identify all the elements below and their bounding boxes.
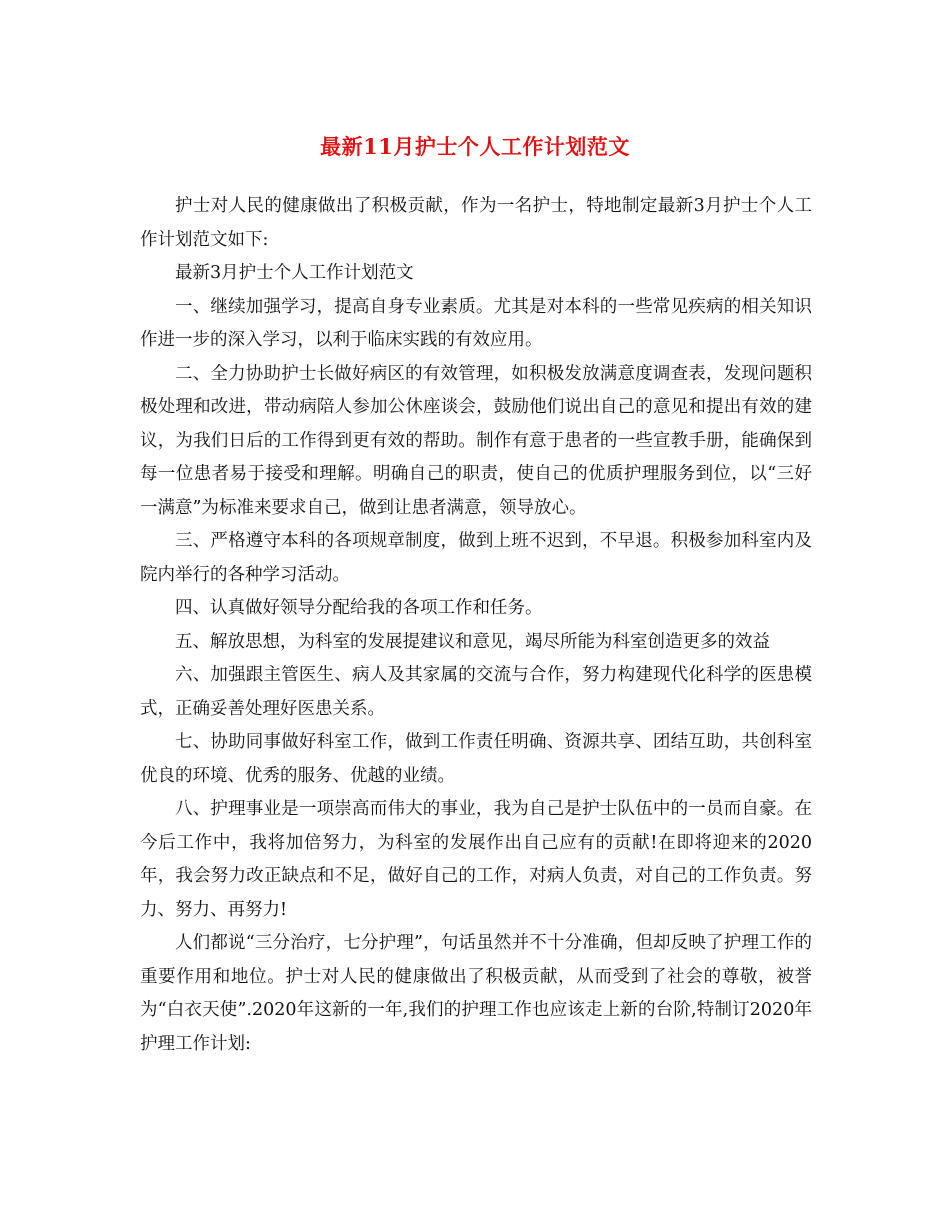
paragraph-item-6: 六、加强跟主管医生、病人及其家属的交流与合作，努力构建现代化科学的医患模式，正确妥善处理好医患关系。 xyxy=(140,665,812,719)
document-title: 最新11月护士个人工作计划范文 xyxy=(320,134,630,160)
paragraph-item-8: 八、护理事业是一项崇高而伟大的事业，我为自己是护士队伍中的一员而自豪。在今后工作中，我将加倍努力，为科室的发展作出自己应有的贡献!在即将迎来的2020年，我会努力改正缺点和不足，做好自己的工作，对病人负责，对自己的工作负责。努力、努力、再努力! xyxy=(140,799,812,920)
paragraph-closing: 人们都说“三分治疗，七分护理”，句话虽然并不十分准确，但却反映了护理工作的重要作用和地位。护士对人民的健康做出了积极贡献，从而受到了社会的尊敬，被誉为“白衣天使”.2020年这新的一年,我们的护理工作也应该走上新的台阶,特制订2020年护理工作计划: xyxy=(140,933,812,1054)
paragraph-intro: 护士对人民的健康做出了积极贡献，作为一名护士，特地制定最新3月护士个人工作计划范文如下: xyxy=(140,196,812,250)
document-body xyxy=(140,190,812,1061)
paragraph-subtitle: 最新3月护士个人工作计划范文 xyxy=(175,263,414,283)
paragraph-item-5: 五、解放思想，为科室的发展提建议和意见，竭尽所能为科室创造更多的效益 xyxy=(175,631,770,652)
paragraph-item-7: 七、协助同事做好科室工作，做到工作责任明确、资源共享、团结互助，共创科室优良的环境、优秀的服务、优越的业绩。 xyxy=(140,732,812,786)
paragraph-item-2: 二、全力协助护士长做好病区的有效管理，如积极发放满意度调查表，发现问题积极处理和改进，带动病陪人参加公休座谈会，鼓励他们说出自己的意见和提出有效的建议，为我们日后的工作得到更有效的帮助。制作有意于患者的一些宣教手册，能确保到每一位患者易于接受和理解。明确自己的职责，使自己的优质护理服务到位，以“三好一满意”为标准来要求自己，做到让患者满意，领导放心。 xyxy=(140,363,812,518)
paragraph-item-3: 三、严格遵守本科的各项规章制度，做到上班不迟到，不早退。积极参加科室内及院内举行的各种学习活动。 xyxy=(140,531,812,585)
paragraph-item-1: 一、继续加强学习，提高自身专业素质。尤其是对本科的一些常见疾病的相关知识作进一步的深入学习，以利于临床实践的有效应用。 xyxy=(140,296,812,350)
paragraph-item-4: 四、认真做好领导分配给我的各项工作和任务。 xyxy=(175,598,543,618)
